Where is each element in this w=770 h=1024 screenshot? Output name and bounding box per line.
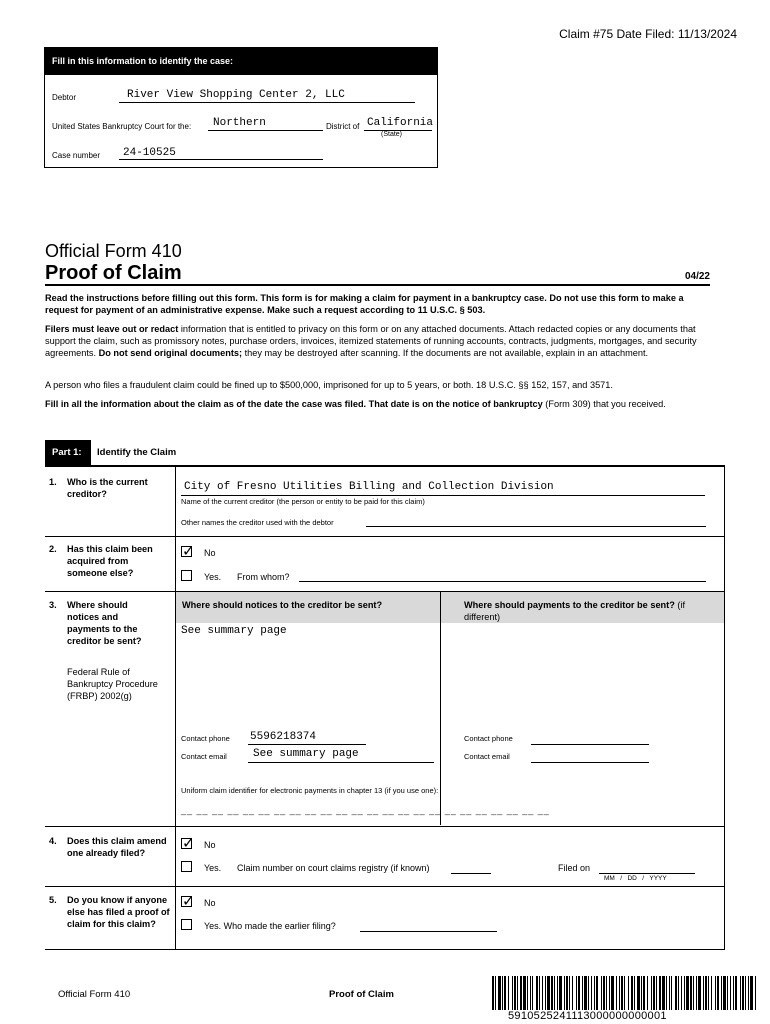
q5-yes-label: Yes. Who made the earlier filing? xyxy=(204,921,336,931)
q3-pay-phone-line[interactable] xyxy=(531,743,649,745)
q5-yes-checkbox[interactable] xyxy=(181,919,192,930)
q3-contact-email-value[interactable]: See summary page xyxy=(253,748,359,760)
barcode-bar xyxy=(717,976,719,1010)
q5-earlier-filing-line[interactable] xyxy=(360,930,497,932)
barcode-bar xyxy=(653,976,655,1010)
barcode-bar xyxy=(675,976,677,1010)
barcode-bar xyxy=(545,976,546,1010)
barcode-bar xyxy=(750,976,753,1010)
barcode-bar xyxy=(517,976,518,1010)
q2-yes-label: Yes. xyxy=(204,572,222,582)
barcode-bar xyxy=(703,976,704,1010)
barcode-bar xyxy=(690,976,692,1010)
q3-notices-head-text: Where should notices to the creditor be sent? xyxy=(182,600,383,610)
q5-no-label: No xyxy=(204,898,216,908)
barcode-bar xyxy=(730,976,731,1010)
case-number-value[interactable]: 24-10525 xyxy=(123,147,176,159)
barcode-bar xyxy=(723,976,726,1010)
barcode-bar xyxy=(742,976,744,1010)
q3-contact-email-line xyxy=(248,761,434,763)
case-box-title: Fill in this information to identify the case: xyxy=(52,56,234,66)
barcode-bar xyxy=(755,976,756,1010)
q4-yes-label: Yes. xyxy=(204,863,222,873)
title-rule xyxy=(45,284,710,286)
q3-pay-email-line[interactable] xyxy=(531,761,649,763)
q3-payments-head-text: Where should payments to the creditor be sent? (if different) xyxy=(464,600,686,622)
barcode-bar xyxy=(584,976,587,1010)
barcode-bar xyxy=(576,976,577,1010)
part1-tag-text: Part 1: xyxy=(52,447,82,458)
q4-no-checkbox[interactable] xyxy=(181,838,192,849)
barcode-bar xyxy=(671,976,672,1010)
form-number: Official Form 410 xyxy=(45,241,182,261)
barcode-bar xyxy=(735,976,737,1010)
q3-pay-phone-label: Contact phone xyxy=(464,734,513,743)
barcode-bar xyxy=(564,976,565,1010)
q4-filed-on-label: Filed on xyxy=(558,863,591,873)
barcode-bar xyxy=(681,976,682,1010)
q3-payments-header xyxy=(441,592,724,623)
barcode-bar xyxy=(588,976,589,1010)
debtor-line xyxy=(119,101,415,103)
q1-num: 1. xyxy=(49,477,57,487)
barcode-bar xyxy=(637,976,640,1010)
q4-filed-on-line[interactable] xyxy=(599,872,695,874)
barcode-number: 5910525241113000000000001 xyxy=(508,1010,667,1022)
q3-contact-phone-line xyxy=(248,743,366,745)
barcode-bar xyxy=(662,976,665,1010)
barcode-bar xyxy=(651,976,652,1010)
footer-form: Official Form 410 xyxy=(58,989,131,1000)
court-line xyxy=(208,129,323,131)
case-box-title-bar xyxy=(45,48,437,75)
barcode-bar xyxy=(684,976,685,1010)
q4-claim-number-line[interactable] xyxy=(451,872,491,874)
barcode-bar xyxy=(539,976,540,1010)
q4-separator xyxy=(45,886,725,887)
barcode-bar xyxy=(532,976,533,1010)
debtor-value[interactable]: River View Shopping Center 2, LLC xyxy=(127,89,345,101)
barcode-bar xyxy=(554,976,555,1010)
q2-label: Has this claim been acquired from someone else? xyxy=(67,544,153,578)
q1-label: Who is the current creditor? xyxy=(67,477,148,499)
barcode-bar xyxy=(705,976,707,1010)
instructions-1: Read the instructions before filling out this form. This form is for making a claim for payment in a bankruptcy case. Do not use this form to make a request for payment of an administrative expense. Make such a request according to 11 U.S.C. § 503. xyxy=(45,293,684,315)
q4-yes-checkbox[interactable] xyxy=(181,861,192,872)
barcode-bar xyxy=(512,976,513,1010)
barcode-bar xyxy=(557,976,558,1010)
barcode-bar xyxy=(606,976,607,1010)
q3-contact-phone-value[interactable]: 5596218374 xyxy=(250,731,317,743)
instructions-3: A person who files a fraudulent claim could be fined up to $500,000, imprisoned for up to 5 years, or both. 18 U.S.C. §§ 152, 157, and 3571. xyxy=(45,380,613,390)
part1-tag xyxy=(45,440,91,465)
part1-rule xyxy=(45,465,725,467)
barcode xyxy=(492,976,757,1010)
barcode-bar xyxy=(492,976,494,1010)
case-box xyxy=(44,47,438,168)
barcode-bar xyxy=(508,976,509,1010)
q3-contact-email-label: Contact email xyxy=(181,752,227,761)
footer-title: Proof of Claim xyxy=(329,989,394,1000)
barcode-bar xyxy=(569,976,570,1010)
part1-divider xyxy=(175,465,176,950)
q3-uci-blanks[interactable]: __ __ __ __ __ __ __ __ __ __ __ __ __ __ __ __ __ __ __ __ __ __ __ __ xyxy=(181,805,550,815)
barcode-bar xyxy=(748,976,749,1010)
q3-notices-header xyxy=(176,592,440,623)
district-value[interactable]: California xyxy=(367,117,434,129)
barcode-bar xyxy=(666,976,667,1010)
barcode-bar xyxy=(520,976,522,1010)
debtor-label: Debtor xyxy=(52,93,77,102)
barcode-bar xyxy=(740,976,741,1010)
part1-title: Identify the Claim xyxy=(97,447,177,458)
barcode-bar xyxy=(609,976,610,1010)
barcode-bar xyxy=(621,976,623,1010)
barcode-bar xyxy=(536,976,538,1010)
claim-header: Claim #75 Date Filed: 11/13/2024 xyxy=(559,27,737,41)
barcode-bar xyxy=(530,976,531,1010)
barcode-bar xyxy=(572,976,573,1010)
q2-no-label: No xyxy=(204,548,216,558)
q3-num: 3. xyxy=(49,600,57,610)
form-title: Proof of Claim xyxy=(45,262,182,284)
q3-col-divider xyxy=(440,592,441,825)
barcode-bar xyxy=(656,976,657,1010)
barcode-bar xyxy=(603,976,605,1010)
barcode-bar xyxy=(727,976,728,1010)
court-label: United States Bankruptcy Court for the: xyxy=(52,122,192,131)
barcode-bar xyxy=(631,976,633,1010)
barcode-bar xyxy=(624,976,625,1010)
q1-sub-label: Name of the current creditor (the person or entity to be paid for this claim) xyxy=(181,497,425,506)
barcode-bar xyxy=(693,976,694,1010)
q4-claim-number-label: Claim number on court claims registry (if known) xyxy=(237,863,430,873)
part1-right-border xyxy=(724,465,725,950)
form-version: 04/22 xyxy=(684,271,710,282)
district-label: District of xyxy=(326,122,360,131)
q5-label: Do you know if anyone else has filed a proof of claim for this claim? xyxy=(67,895,170,929)
q3-contact-phone-label: Contact phone xyxy=(181,734,230,743)
barcode-bar xyxy=(504,976,506,1010)
case-number-label: Case number xyxy=(52,151,101,160)
q2-from-whom-label: From whom? xyxy=(237,572,290,582)
q1-line xyxy=(181,494,705,496)
barcode-bar xyxy=(659,976,661,1010)
barcode-bar xyxy=(514,976,516,1010)
q5-separator xyxy=(45,949,725,950)
barcode-bar xyxy=(502,976,503,1010)
barcode-bar xyxy=(696,976,697,1010)
q4-no-label: No xyxy=(204,840,216,850)
barcode-bar xyxy=(495,976,496,1010)
barcode-bar xyxy=(628,976,629,1010)
barcode-bar xyxy=(711,976,712,1010)
barcode-bar xyxy=(594,976,595,1010)
barcode-bar xyxy=(498,976,501,1010)
q1-other-label: Other names the creditor used with the debtor xyxy=(181,518,334,527)
q3-notices-value[interactable]: See summary page xyxy=(181,625,287,637)
q3-label: Where should notices and payments to the creditor be sent? xyxy=(67,600,142,646)
q3-pay-email-label: Contact email xyxy=(464,752,510,761)
q4-num: 4. xyxy=(49,836,57,846)
barcode-bar xyxy=(643,976,645,1010)
barcode-bar xyxy=(686,976,689,1010)
q4-label: Does this claim amend one already filed? xyxy=(67,836,167,858)
court-value[interactable]: Northern xyxy=(213,117,266,129)
barcode-bar xyxy=(616,976,617,1010)
instructions-2: Filers must leave out or redact information that is entitled to privacy on this form or on any attached documents. Attach redacted copies or any documents that support the claim, such as promissory notes, purchase orders, invoices, itemized statements of running accounts, contracts, judgments, mortgages, and security agreements. Do not send original documents; they may be destroyed after scanning. If the documents are not available, explain in an attachment. xyxy=(45,324,697,358)
barcode-bar xyxy=(551,976,553,1010)
q1-separator xyxy=(45,536,725,537)
barcode-bar xyxy=(596,976,598,1010)
barcode-bar xyxy=(547,976,550,1010)
barcode-bar xyxy=(601,976,602,1010)
barcode-bar xyxy=(527,976,528,1010)
barcode-bar xyxy=(745,976,746,1010)
barcode-bar xyxy=(566,976,568,1010)
q2-yes-checkbox[interactable] xyxy=(181,570,192,581)
state-label: (State) xyxy=(381,131,403,138)
q1-value[interactable]: City of Fresno Utilities Billing and Collection Division xyxy=(184,481,554,493)
q2-num: 2. xyxy=(49,544,57,554)
q3-rule: Federal Rule of Bankruptcy Procedure (FRBP) 2002(g) xyxy=(67,667,158,701)
barcode-bar xyxy=(698,976,701,1010)
barcode-bar xyxy=(678,976,679,1010)
barcode-bar xyxy=(641,976,642,1010)
q3-separator xyxy=(45,826,725,827)
q1-other-line[interactable] xyxy=(366,525,706,527)
barcode-bar xyxy=(578,976,580,1010)
q2-no-checkbox[interactable] xyxy=(181,546,192,557)
barcode-bar xyxy=(523,976,526,1010)
barcode-bar xyxy=(542,976,543,1010)
barcode-bar xyxy=(669,976,670,1010)
barcode-bar xyxy=(611,976,614,1010)
barcode-bar xyxy=(559,976,562,1010)
instructions-4: Fill in all the information about the claim as of the date the case was filed. That date is on the notice of bankruptcy (Form 309) that you received. xyxy=(45,399,666,409)
q3-uci-label: Uniform claim identifier for electronic payments in chapter 13 (if you use one): xyxy=(181,786,439,795)
barcode-bar xyxy=(619,976,620,1010)
q5-no-checkbox[interactable] xyxy=(181,896,192,907)
barcode-bar xyxy=(715,976,716,1010)
q2-from-whom-line[interactable] xyxy=(299,580,706,582)
barcode-bar xyxy=(582,976,583,1010)
q5-num: 5. xyxy=(49,895,57,905)
barcode-bar xyxy=(708,976,709,1010)
barcode-bar xyxy=(634,976,635,1010)
barcode-bar xyxy=(591,976,592,1010)
q4-date-format: MM / DD / YYYY xyxy=(604,875,667,882)
barcode-bar xyxy=(733,976,734,1010)
barcode-bar xyxy=(721,976,722,1010)
barcode-bar xyxy=(647,976,648,1010)
